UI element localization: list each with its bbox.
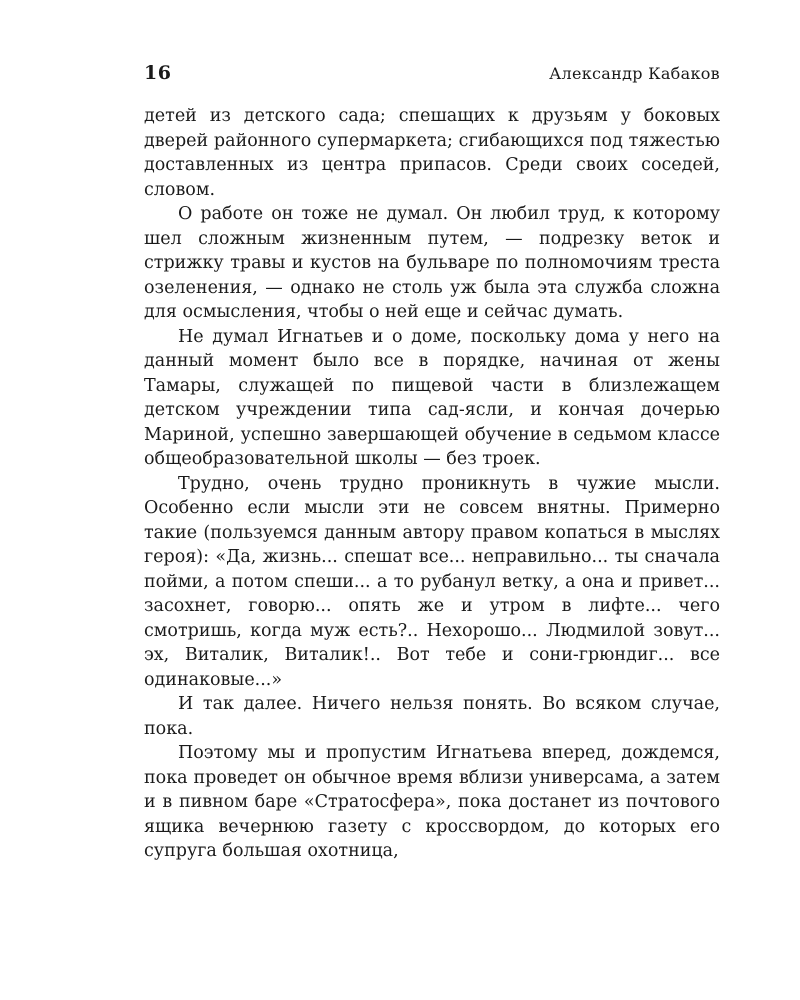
- paragraph: Трудно, очень трудно проникнуть в чужие мысли. Особенно если мысли эти не совсем внятны. Примерно такие (пользуемся данным автору правом копаться в мыслях героя): «Да, жизнь... спешат все... неправильно... ты сначала пойми, а потом спеши... а то рубанул ветку, а она и привет... засохнет, говорю... опять же и утром в лифте... чего смотришь, когда муж есть?.. Нехорошо... Людмилой зовут... эх, Виталик, Виталик!.. Вот тебе и сони-грюндиг... все одинаковые...»: [144, 473, 720, 690]
- paragraph: О работе он тоже не думал. Он любил труд, к которому шел сложным жизненным путем, — подрезку веток и стрижку травы и кустов на бульваре по полномочиям треста озеленения, — однако не столь уж была эта служба сложна для осмысления, чтобы о ней еще и сейчас думать.: [144, 204, 720, 322]
- paragraph: Поэтому мы и пропустим Игнатьева вперед, дождемся, пока проведет он обычное время вблизи универсама, а затем и в пивном баре «Стратосфера», пока достанет из почтового ящика вечернюю газету с кроссвордом, до которых его супруга большая охотница,: [144, 743, 720, 861]
- body-text: [144, 104, 720, 864]
- paragraph-continuation: детей из детского сада; спешащих к друзьям у боковых дверей районного супермаркета; сгибающихся под тяжестью доставленных из центра припасов. Среди своих соседей, словом.: [144, 106, 720, 200]
- page-header: [144, 62, 720, 92]
- paragraph: И так далее. Ничего нельзя понять. Во всяком случае, пока.: [144, 694, 720, 739]
- page-number: 16: [144, 62, 172, 84]
- running-head-author: Александр Кабаков: [549, 64, 720, 83]
- book-page: [144, 62, 720, 864]
- paragraph: Не думал Игнатьев и о доме, поскольку дома у него на данный момент было все в порядке, начиная от жены Тамары, служащей по пищевой части в близлежащем детском учреждении типа сад-ясли, и кончая дочерью Мариной, успешно завершающей обучение в седьмом классе общеобразовательной школы — без троек.: [144, 326, 720, 469]
